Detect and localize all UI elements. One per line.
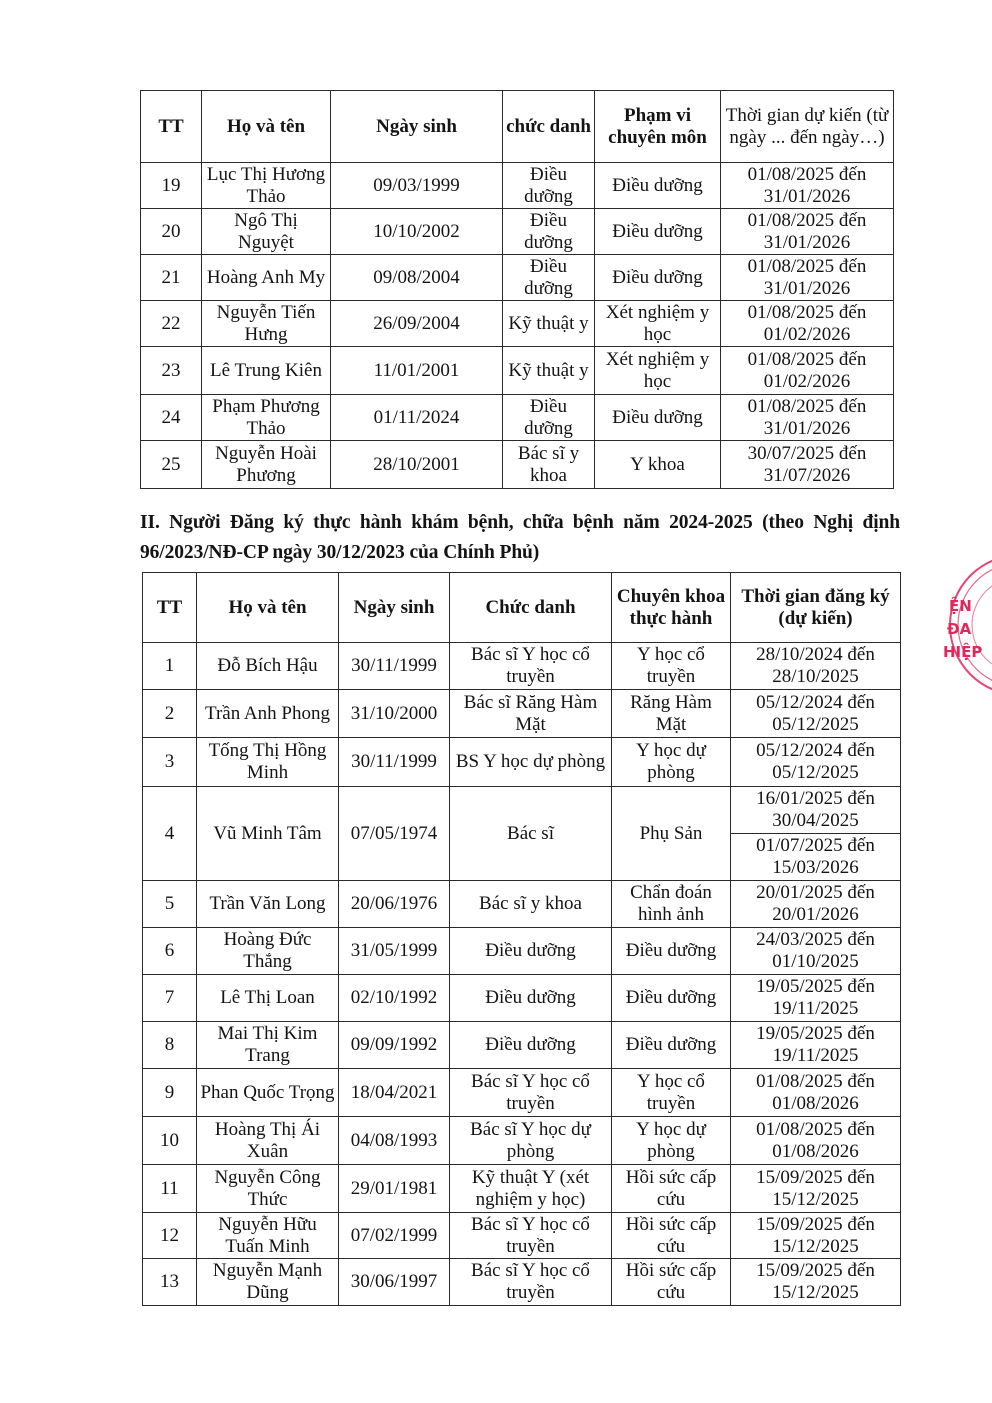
cell-scope: Điều dưỡng xyxy=(595,163,721,209)
cell-dob: 01/11/2024 xyxy=(331,395,503,441)
period-entry: 15/09/2025 đến 15/12/2025 xyxy=(756,1166,875,1210)
period-entry: 15/09/2025 đến 15/12/2025 xyxy=(756,1213,875,1257)
table-row xyxy=(143,975,901,1022)
cell-tt: 7 xyxy=(143,975,197,1022)
cell-tt: 23 xyxy=(141,347,202,395)
cell-specialty: Điều dưỡng xyxy=(612,975,731,1022)
cell-dob: 31/10/2000 xyxy=(339,690,450,738)
cell-title: Điều dưỡng xyxy=(450,975,612,1022)
period-entry: 15/09/2025 đến 15/12/2025 xyxy=(756,1260,875,1303)
table1-header-row xyxy=(141,91,894,163)
cell-specialty: Y học dự phòng xyxy=(612,738,731,787)
cell-period xyxy=(731,975,901,1022)
period-entry: 01/07/2025 đến 15/03/2026 xyxy=(731,833,900,880)
cell-name: Lê Thị Loan xyxy=(197,975,339,1022)
table-row xyxy=(141,441,894,489)
cell-specialty: Điều dưỡng xyxy=(612,1022,731,1069)
table-row xyxy=(143,928,901,975)
cell-period: 01/08/2025 đến 01/02/2026 xyxy=(721,301,894,347)
table-row xyxy=(141,395,894,441)
header-title: Chức danh xyxy=(450,573,612,643)
cell-title: Bác sĩ Răng Hàm Mặt xyxy=(450,690,612,738)
cell-dob: 31/05/1999 xyxy=(339,928,450,975)
cell-specialty: Y học dự phòng xyxy=(612,1117,731,1165)
stamp-text-line: HIỆP xyxy=(943,643,983,661)
cell-specialty: Điều dưỡng xyxy=(612,928,731,975)
cell-name: Phan Quốc Trọng xyxy=(197,1069,339,1117)
cell-title: Kỹ thuật y xyxy=(503,301,595,347)
cell-dob: 18/04/2021 xyxy=(339,1069,450,1117)
cell-dob: 07/05/1974 xyxy=(339,787,450,881)
cell-name: Ngô Thị Nguyệt xyxy=(202,209,331,255)
cell-name: Hoàng Đức Thắng xyxy=(197,928,339,975)
cell-name: Lê Trung Kiên xyxy=(202,347,331,395)
cell-tt: 22 xyxy=(141,301,202,347)
table2-header-row xyxy=(143,573,901,643)
cell-specialty: Y học cổ truyền xyxy=(612,1069,731,1117)
period-entry: 16/01/2025 đến 30/04/2025 xyxy=(756,788,875,831)
header-specialty: Chuyên khoa thực hành xyxy=(612,573,731,643)
cell-tt: 2 xyxy=(143,690,197,738)
cell-period xyxy=(731,690,901,738)
cell-dob: 02/10/1992 xyxy=(339,975,450,1022)
cell-title: Bác sĩ Y học cổ truyền xyxy=(450,643,612,690)
cell-title: Điều dưỡng xyxy=(450,1022,612,1069)
section-heading: II. Người Đăng ký thực hành khám bệnh, chữa bệnh năm 2024-2025 (theo Nghị định 96/2023/NĐ-CP ngày 30/12/2023 của Chính Phủ) xyxy=(140,512,900,563)
cell-period xyxy=(731,787,901,881)
period-entry: 01/08/2025 đến 01/08/2026 xyxy=(756,1070,875,1114)
cell-scope: Điều dưỡng xyxy=(595,209,721,255)
cell-dob: 30/06/1997 xyxy=(339,1259,450,1306)
cell-title: Bác sĩ xyxy=(450,787,612,881)
cell-name: Nguyễn Hoài Phương xyxy=(202,441,331,489)
cell-name: Nguyễn Tiến Hưng xyxy=(202,301,331,347)
header-scope: Phạm vi chuyên môn xyxy=(595,91,721,163)
cell-name: Nguyễn Công Thức xyxy=(197,1165,339,1213)
cell-tt: 4 xyxy=(143,787,197,881)
cell-dob: 29/01/1981 xyxy=(339,1165,450,1213)
header-tt: TT xyxy=(143,573,197,643)
table-row xyxy=(143,1259,901,1306)
cell-period xyxy=(731,738,901,787)
cell-name: Nguyễn Hữu Tuấn Minh xyxy=(197,1213,339,1259)
table-row xyxy=(143,787,901,881)
cell-title: Điều dưỡng xyxy=(503,163,595,209)
cell-period: 01/08/2025 đến 01/02/2026 xyxy=(721,347,894,395)
cell-dob: 30/11/1999 xyxy=(339,643,450,690)
cell-tt: 24 xyxy=(141,395,202,441)
cell-period xyxy=(731,1022,901,1069)
cell-name: Nguyễn Mạnh Dũng xyxy=(197,1259,339,1306)
cell-period xyxy=(731,643,901,690)
cell-dob: 20/06/1976 xyxy=(339,881,450,928)
cell-period: 01/08/2025 đến 31/01/2026 xyxy=(721,163,894,209)
cell-dob: 28/10/2001 xyxy=(331,441,503,489)
cell-tt: 13 xyxy=(143,1259,197,1306)
header-name: Họ và tên xyxy=(197,573,339,643)
cell-title: BS Y học dự phòng xyxy=(450,738,612,787)
cell-name: Đỗ Bích Hậu xyxy=(197,643,339,690)
table-row xyxy=(143,1117,901,1165)
cell-name: Trần Anh Phong xyxy=(197,690,339,738)
cell-tt: 9 xyxy=(143,1069,197,1117)
cell-title: Điều dưỡng xyxy=(503,209,595,255)
cell-name: Trần Văn Long xyxy=(197,881,339,928)
table-row xyxy=(143,1165,901,1213)
cell-title: Điều dưỡng xyxy=(503,255,595,301)
cell-period xyxy=(731,1069,901,1117)
official-seal-stamp xyxy=(925,545,992,725)
cell-period xyxy=(731,1165,901,1213)
header-period: Thời gian đăng ký (dự kiến) xyxy=(731,573,901,643)
cell-title: Điều dưỡng xyxy=(450,928,612,975)
cell-title: Bác sĩ Y học cổ truyền xyxy=(450,1069,612,1117)
table-row xyxy=(141,255,894,301)
cell-name: Phạm Phương Thảo xyxy=(202,395,331,441)
cell-dob: 09/03/1999 xyxy=(331,163,503,209)
cell-period xyxy=(731,928,901,975)
cell-title: Bác sĩ y khoa xyxy=(450,881,612,928)
cell-title: Điều dưỡng xyxy=(503,395,595,441)
cell-title: Bác sĩ Y học dự phòng xyxy=(450,1117,612,1165)
header-tt: TT xyxy=(141,91,202,163)
table-row xyxy=(141,347,894,395)
cell-title: Kỹ thuật y xyxy=(503,347,595,395)
cell-scope: Y khoa xyxy=(595,441,721,489)
cell-dob: 10/10/2002 xyxy=(331,209,503,255)
cell-scope: Xét nghiệm y học xyxy=(595,347,721,395)
cell-period xyxy=(731,1117,901,1165)
cell-period: 01/08/2025 đến 31/01/2026 xyxy=(721,395,894,441)
cell-dob: 30/11/1999 xyxy=(339,738,450,787)
header-title: chức danh xyxy=(503,91,595,163)
table-row xyxy=(143,690,901,738)
cell-tt: 1 xyxy=(143,643,197,690)
cell-tt: 21 xyxy=(141,255,202,301)
cell-specialty: Hồi sức cấp cứu xyxy=(612,1213,731,1259)
cell-dob: 26/09/2004 xyxy=(331,301,503,347)
cell-name: Hoàng Thị Ái Xuân xyxy=(197,1117,339,1165)
cell-name: Lục Thị Hương Thảo xyxy=(202,163,331,209)
cell-period xyxy=(731,881,901,928)
cell-dob: 07/02/1999 xyxy=(339,1213,450,1259)
period-entry: 01/08/2025 đến 01/08/2026 xyxy=(756,1118,875,1162)
cell-name: Hoàng Anh My xyxy=(202,255,331,301)
cell-specialty: Chẩn đoán hình ảnh xyxy=(612,881,731,928)
cell-specialty: Hồi sức cấp cứu xyxy=(612,1259,731,1306)
cell-scope: Điều dưỡng xyxy=(595,395,721,441)
cell-tt: 8 xyxy=(143,1022,197,1069)
cell-dob: 04/08/1993 xyxy=(339,1117,450,1165)
period-entry: 05/12/2024 đến 05/12/2025 xyxy=(756,691,875,735)
cell-tt: 10 xyxy=(143,1117,197,1165)
cell-title: Bác sĩ Y học cổ truyền xyxy=(450,1259,612,1306)
table-row xyxy=(143,881,901,928)
period-entry: 24/03/2025 đến 01/10/2025 xyxy=(756,929,875,972)
header-dob: Ngày sinh xyxy=(331,91,503,163)
table-row xyxy=(143,643,901,690)
stamp-text-line: ĐA xyxy=(947,620,972,638)
period-entry: 19/05/2025 đến 19/11/2025 xyxy=(756,1023,875,1066)
period-entry: 19/05/2025 đến 19/11/2025 xyxy=(756,976,875,1019)
period-entry: 05/12/2024 đến 05/12/2025 xyxy=(756,740,875,783)
cell-tt: 12 xyxy=(143,1213,197,1259)
header-period: Thời gian dự kiến (từ ngày ... đến ngày…) xyxy=(721,91,894,163)
cell-dob: 09/08/2004 xyxy=(331,255,503,301)
stamp-text-line: ỆN xyxy=(949,597,972,615)
table-row xyxy=(141,163,894,209)
cell-title: Bác sĩ Y học cổ truyền xyxy=(450,1213,612,1259)
table-row xyxy=(143,1022,901,1069)
cell-tt: 20 xyxy=(141,209,202,255)
table-row xyxy=(141,301,894,347)
cell-period: 30/07/2025 đến 31/07/2026 xyxy=(721,441,894,489)
cell-tt: 3 xyxy=(143,738,197,787)
cell-scope: Xét nghiệm y học xyxy=(595,301,721,347)
cell-tt: 5 xyxy=(143,881,197,928)
cell-scope: Điều dưỡng xyxy=(595,255,721,301)
table-row xyxy=(143,738,901,787)
cell-period: 01/08/2025 đến 31/01/2026 xyxy=(721,255,894,301)
practitioner-table-continued xyxy=(140,90,894,489)
cell-tt: 11 xyxy=(143,1165,197,1213)
cell-dob: 11/01/2001 xyxy=(331,347,503,395)
registration-table xyxy=(142,572,901,1306)
cell-tt: 6 xyxy=(143,928,197,975)
cell-dob: 09/09/1992 xyxy=(339,1022,450,1069)
cell-specialty: Hồi sức cấp cứu xyxy=(612,1165,731,1213)
period-entry: 20/01/2025 đến 20/01/2026 xyxy=(756,882,875,925)
table-row xyxy=(141,209,894,255)
table-row xyxy=(143,1069,901,1117)
cell-period xyxy=(731,1259,901,1306)
cell-specialty: Phụ Sản xyxy=(612,787,731,881)
seal-ring-icon xyxy=(925,545,992,725)
cell-period xyxy=(731,1213,901,1259)
header-name: Họ và tên xyxy=(202,91,331,163)
cell-period: 01/08/2025 đến 31/01/2026 xyxy=(721,209,894,255)
cell-tt: 19 xyxy=(141,163,202,209)
cell-tt: 25 xyxy=(141,441,202,489)
cell-name: Vũ Minh Tâm xyxy=(197,787,339,881)
table-row xyxy=(143,1213,901,1259)
cell-name: Tống Thị Hồng Minh xyxy=(197,738,339,787)
cell-title: Bác sĩ y khoa xyxy=(503,441,595,489)
period-entry: 28/10/2024 đến 28/10/2025 xyxy=(756,644,875,687)
cell-title: Kỹ thuật Y (xét nghiệm y học) xyxy=(450,1165,612,1213)
header-dob: Ngày sinh xyxy=(339,573,450,643)
cell-specialty: Răng Hàm Mặt xyxy=(612,690,731,738)
cell-name: Mai Thị Kim Trang xyxy=(197,1022,339,1069)
cell-specialty: Y học cổ truyền xyxy=(612,643,731,690)
